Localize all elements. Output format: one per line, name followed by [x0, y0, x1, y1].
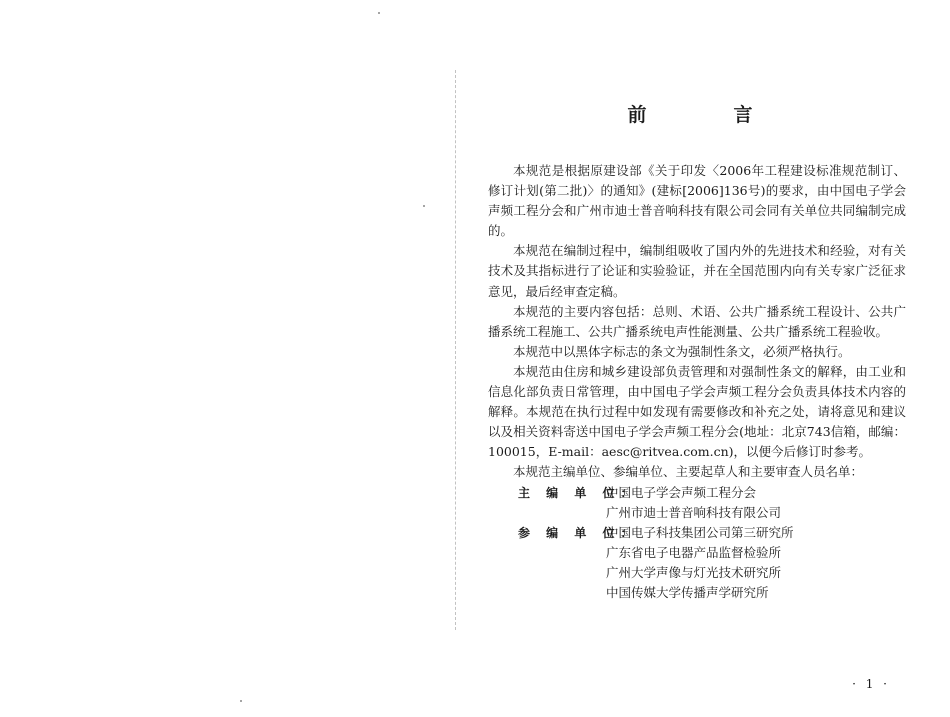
- chief-units-label: 主 编 单 位：: [518, 485, 639, 500]
- preface-page: [470, 0, 910, 717]
- paragraph-roster-intro: 本规范主编单位、参编单位、主要起草人和主要审查人员名单：: [513, 464, 864, 480]
- unit-name: 中国电子学会声频工程分会: [606, 484, 757, 500]
- page-gutter: [455, 70, 456, 630]
- unit-name: 中国电子科技集团公司第三研究所: [606, 524, 794, 540]
- paragraph-management: 本规范由住房和城乡建设部负责管理和对强制性条文的解释，由工业和信息化部负责日常管理，由中国电子学会声频工程分会负责具体技术内容的解释。本规范在执行过程中如发现有需要修改和补充之处，请将意见和建议以及相关资料寄送中国电子学会声频工程分会(地址：北京743信箱，邮编：100015，E-mail：aesc@ritvea.com.cn)，以便今后修订时参考。: [488, 363, 906, 460]
- participating-units-group: [488, 523, 906, 603]
- unit-name: 广州市迪士普音响科技有限公司: [606, 504, 782, 520]
- chief-units-list: [606, 483, 906, 523]
- page-number: · 1 ·: [852, 677, 890, 691]
- unit-name: 广东省电子电器产品监督检验所: [606, 544, 782, 560]
- participating-units-list: [606, 523, 906, 603]
- page-title: 前 言: [627, 104, 787, 126]
- preface-body: [488, 161, 906, 603]
- unit-name: 中国传媒大学传播声学研究所: [606, 584, 769, 600]
- scan-speck: [378, 12, 380, 14]
- participating-units-label: 参 编 单 位：: [518, 525, 639, 540]
- scan-speck: [423, 205, 425, 207]
- paragraph-basis: 本规范是根据原建设部《关于印发〈2006年工程建设标准规范制订、修订计划(第二批)〉的通知》(建标[2006]136号)的要求，由中国电子学会声频工程分会和广州市迪士普音响科技有限公司会同有关单位共同编制完成的。: [488, 163, 906, 239]
- paragraph-process: 本规范在编制过程中，编制组吸收了国内外的先进技术和经验，对有关技术及其指标进行了论证和实验验证，并在全国范围内向有关专家广泛征求意见，最后经审查定稿。: [488, 243, 906, 299]
- paragraph-contents: 本规范的主要内容包括：总则、术语、公共广播系统工程设计、公共广播系统工程施工、公共广播系统电声性能测量、公共广播系统工程验收。: [488, 303, 906, 339]
- paragraph-mandatory: 本规范中以黑体字标志的条文为强制性条文，必须严格执行。: [513, 343, 851, 359]
- chief-units-group: [488, 483, 906, 523]
- unit-name: 广州大学声像与灯光技术研究所: [606, 564, 782, 580]
- blank-left-page: [0, 0, 455, 717]
- unit-roster: [488, 483, 906, 604]
- scan-speck: [240, 700, 242, 702]
